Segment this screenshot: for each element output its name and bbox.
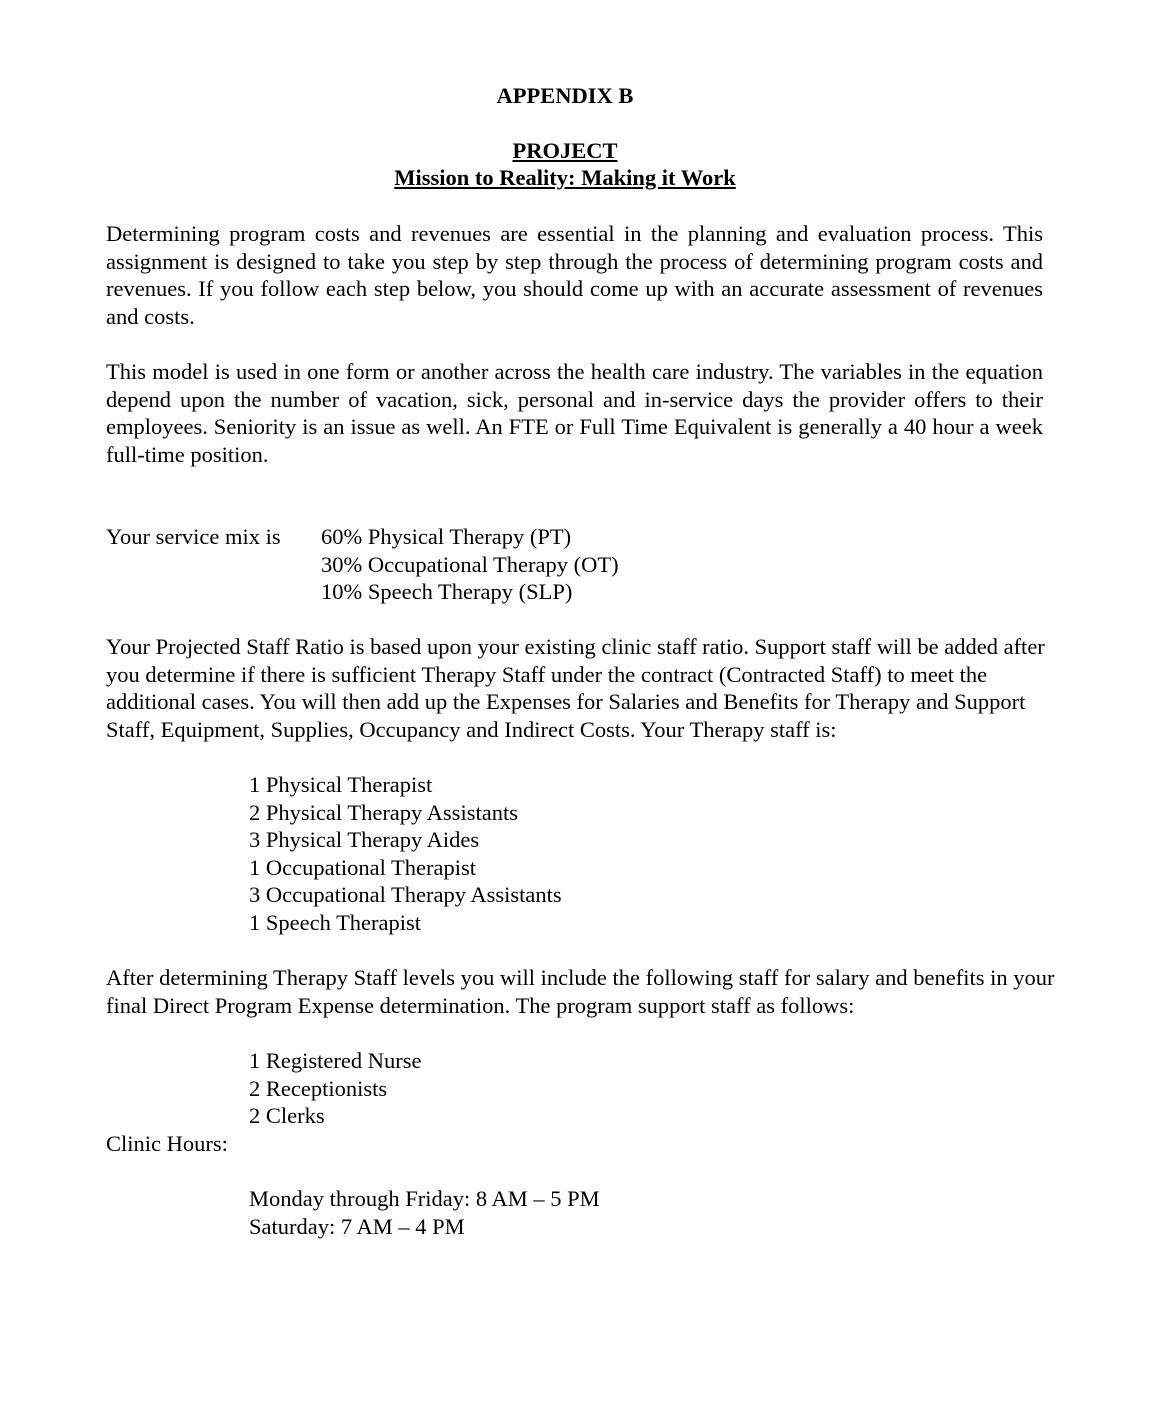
list-item: 30% Occupational Therapy (OT) [321,551,619,577]
list-item: 3 Physical Therapy Aides [249,827,480,852]
model-paragraph: This model is used in one form or another across the health care industry. The variables in the equation depend upon the number of vacation, sick, personal and in-service days the provider offers to their employees. Seniority is an issue as well. An FTE or Full Time Equivalent is generally a 40 hour a week full-time position. [106,359,1043,468]
list-item: 2 Clerks [249,1103,325,1128]
appendix-title: APPENDIX B [496,83,634,108]
list-item: 2 Physical Therapy Assistants [249,799,518,825]
list-item: 1 Physical Therapist [249,772,433,797]
project-title: PROJECT [512,138,618,163]
service-mix-label: Your service mix is [106,524,281,549]
list-item: Monday through Friday: 8 AM – 5 PM [249,1186,600,1211]
support-intro-paragraph: After determining Therapy Staff levels you will include the following staff for salary and benefits in your final Direct Program Expense determination. The program support staff as follows: [106,965,1055,1018]
list-item: 1 Registered Nurse [249,1048,422,1073]
service-mix-list [321,523,619,606]
list-item: Saturday: 7 AM – 4 PM [249,1213,465,1239]
therapy-staff-list [249,771,562,936]
support-staff-list [249,1047,421,1130]
intro-paragraph: Determining program costs and revenues are essential in the planning and evaluation process. This assignment is designed to take you step by step through the process of determining program costs and revenues. If you follow each step below, you should come up with an accurate assessment of revenues and costs. [106,221,1043,330]
list-item: 1 Occupational Therapist [249,854,477,880]
clinic-hours-label: Clinic Hours: [106,1131,228,1156]
list-item: 2 Receptionists [249,1075,388,1101]
list-item: 3 Occupational Therapy Assistants [249,882,562,907]
list-item: 1 Speech Therapist [249,909,422,935]
staff-ratio-paragraph: Your Projected Staff Ratio is based upon your existing clinic staff ratio. Support staff will be added after you determine if there is sufficient Therapy Staff under the contract (Contracted Staff) to meet the additional cases. You will then add up the Expenses for Salaries and Benefits for Therapy and Support Staff, Equipment, Supplies, Occupancy and Indirect Costs. Your Therapy staff is: [106,634,1045,743]
clinic-hours-list [249,1185,600,1240]
list-item: 10% Speech Therapy (SLP) [321,579,573,604]
project-subtitle: Mission to Reality: Making it Work [394,165,736,190]
list-item: 60% Physical Therapy (PT) [321,524,572,549]
